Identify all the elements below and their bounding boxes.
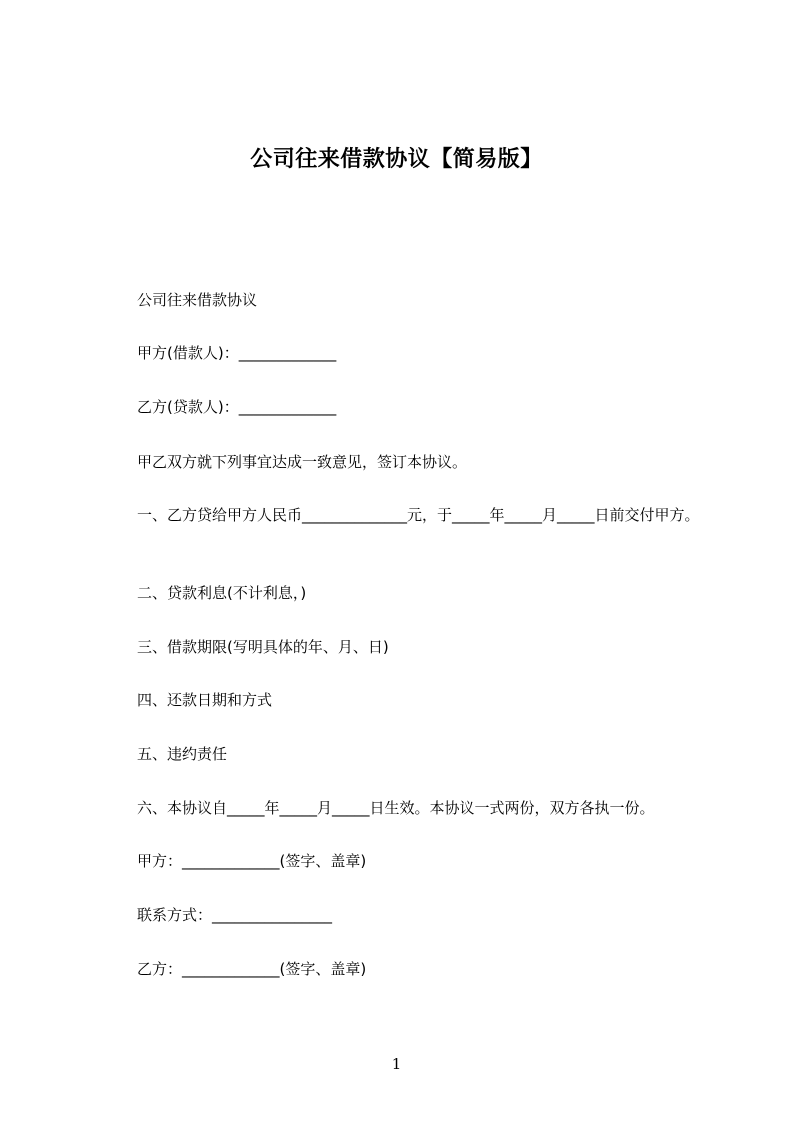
agreement-heading: 公司往来借款协议 — [137, 291, 258, 309]
document-title: 公司往来借款协议【简易版】 — [250, 147, 543, 172]
party-a-borrower-line: 甲方(借款人)：_____________ — [137, 344, 337, 362]
clause-4-paragraph: 四、还款日期和方式 — [137, 691, 273, 709]
clause-3-paragraph: 三、借款期限(写明具体的年、月、日) — [137, 638, 389, 656]
page-number: 1 — [391, 1055, 402, 1073]
party-b-lender-line: 乙方(贷款人)：_____________ — [137, 398, 337, 416]
clause-2-paragraph: 二、贷款利息(不计利息，) — [137, 584, 307, 602]
intro-paragraph: 甲乙双方就下列事宜达成一致意见，签订本协议。 — [137, 453, 468, 471]
clause-6-paragraph: 六、本协议自_____年_____月_____日生效。本协议一式两份，双方各执一份。 — [137, 799, 655, 817]
contact-info-line: 联系方式：________________ — [137, 906, 333, 924]
clause-1-paragraph: 一、乙方贷给甲方人民币______________元，于_____年_____月_____日前交付甲方。 — [137, 506, 700, 524]
party-a-signature-line: 甲方：_____________(签字、盖章) — [137, 852, 367, 870]
party-b-signature-line: 乙方：_____________(签字、盖章) — [137, 960, 367, 978]
clause-5-paragraph: 五、违约责任 — [137, 745, 228, 763]
